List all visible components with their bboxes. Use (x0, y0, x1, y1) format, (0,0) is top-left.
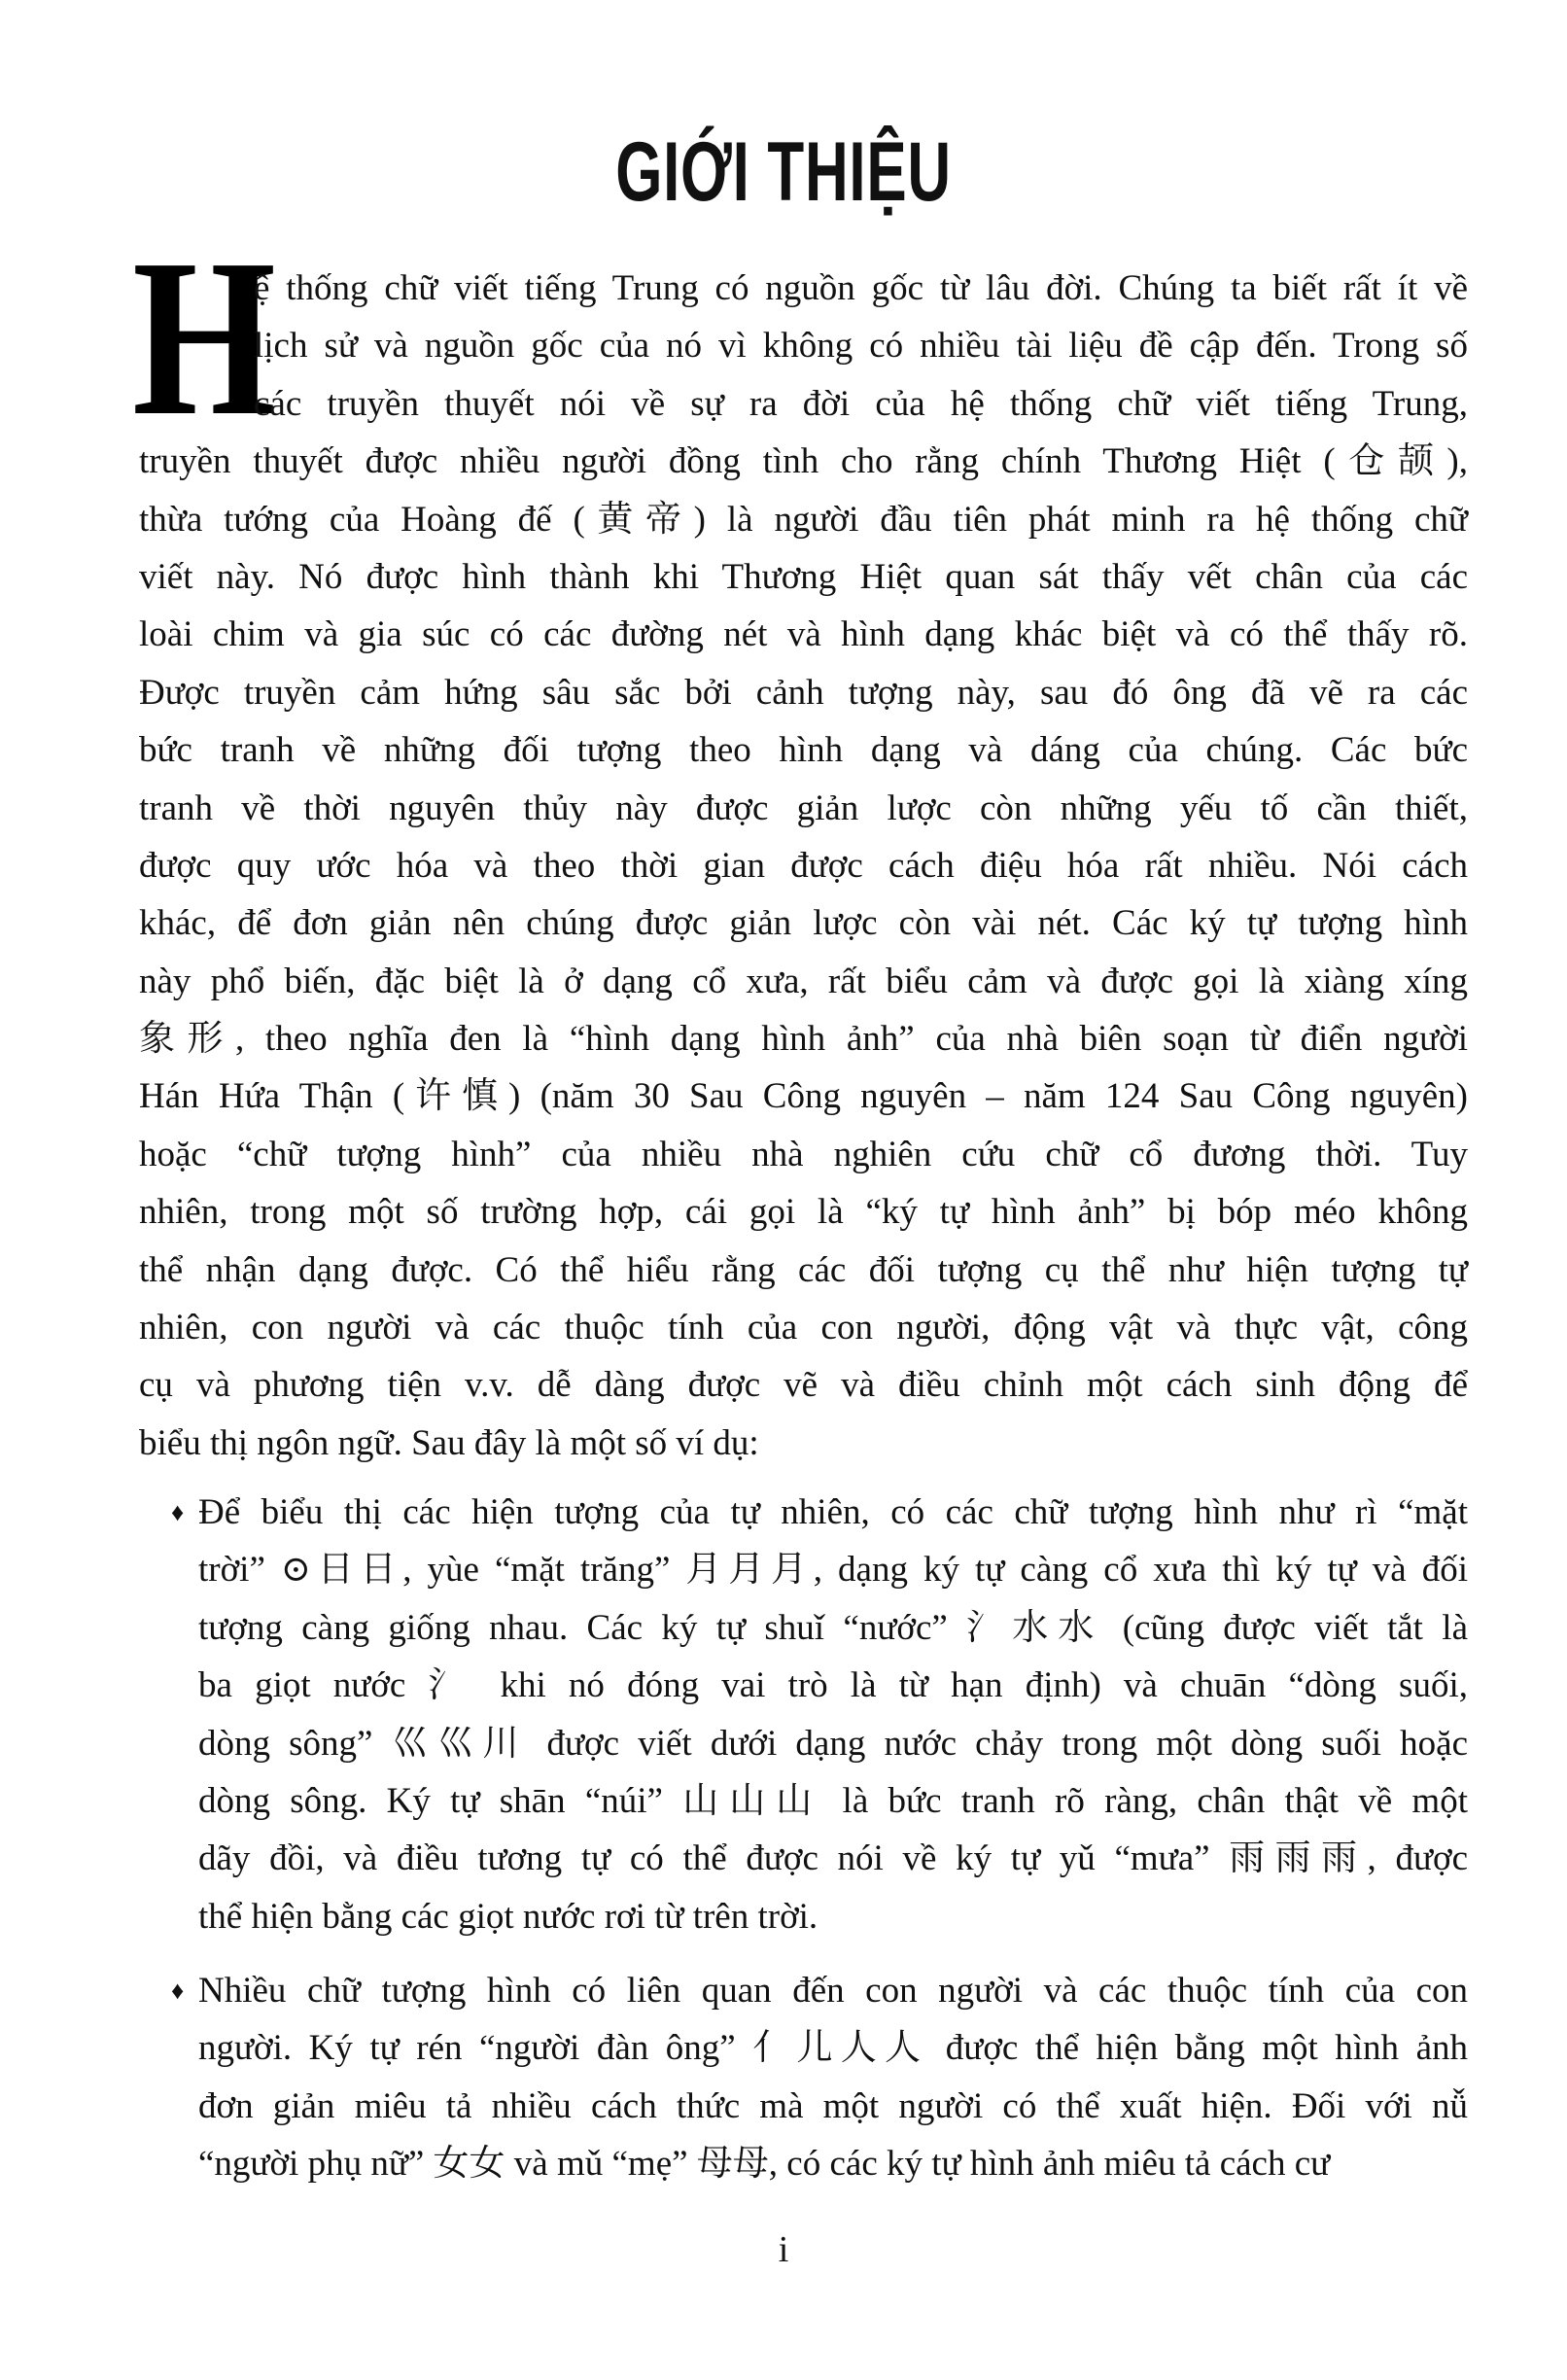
text-line: thể nhận dạng được. Có thể hiểu rằng các đối tượng cụ thể như hiện tượng tự (139, 1249, 1468, 1290)
page-number: i (778, 2229, 789, 2270)
text-line: ba giọt nước 氵 khi nó đóng vai trò là từ hạn định) và chuān “dòng suối, (198, 1665, 1468, 1706)
text-line: thể hiện bằng các giọt nước rơi từ trên trời. (198, 1896, 818, 1937)
text-line: Nhiều chữ tượng hình có liên quan đến con người và các thuộc tính của con (198, 1971, 1468, 2011)
text-line: này phổ biến, đặc biệt là ở dạng cổ xưa, rất biểu cảm và được gọi là xiàng xíng (139, 961, 1468, 1001)
text-line: hoặc “chữ tượng hình” của nhiều nhà nghiên cứu chữ cổ đương thời. Tuy (139, 1134, 1468, 1174)
diamond-bullet-icon: ♦ (171, 1977, 185, 2005)
text-line: ệ thống chữ viết tiếng Trung có nguồn gốc từ lâu đời. Chúng ta biết rất ít về (254, 268, 1468, 308)
text-line: biểu thị ngôn ngữ. Sau đây là một số ví dụ: (139, 1422, 759, 1463)
text-line: “người phụ nữ” 女女 và mǔ “mẹ” 母母, có các ký tự hình ảnh miêu tả cách cư (198, 2144, 1331, 2185)
text-line: loài chim và gia súc có các đường nét và hình dạng khác biệt và có thể thấy rõ. (139, 614, 1468, 655)
text-line: nhiên, con người và các thuộc tính của con người, động vật và thực vật, công (139, 1308, 1468, 1348)
bullet-item-nature (171, 1484, 1468, 1945)
text-line: trời” ⊙日日, yùe “mặt trăng” 月月月, dạng ký tự càng cổ xưa thì ký tự và đối (198, 1550, 1468, 1591)
text-line: viết này. Nó được hình thành khi Thương Hiệt quan sát thấy vết chân của các (139, 556, 1468, 597)
bullet-text (198, 1962, 1468, 2193)
intro-paragraph (139, 260, 1468, 1472)
bullet-item-people (171, 1962, 1468, 2193)
text-line: bức tranh về những đối tượng theo hình dạng và dáng của chúng. Các bức (139, 730, 1468, 771)
text-line: đơn giản miêu tả nhiều cách thức mà một người có thể xuất hiện. Đối với nǚ (198, 2085, 1468, 2126)
text-line: nhiên, trong một số trường hợp, cái gọi là “ký tự hình ảnh” bị bóp méo không (139, 1192, 1468, 1233)
text-line: Hán Hứa Thận (许慎) (năm 30 Sau Công nguyên – năm 124 Sau Công nguyên) (139, 1076, 1468, 1117)
drop-cap: H (132, 213, 276, 463)
text-line: người. Ký tự rén “người đàn ông” 亻儿人人 được thể hiện bằng một hình ảnh (198, 2028, 1468, 2069)
text-line: tượng càng giống nhau. Các ký tự shuǐ “nước” 氵水水 (cũng được viết tắt là (198, 1607, 1468, 1648)
diamond-bullet-icon: ♦ (171, 1498, 185, 1526)
text-line: được quy ước hóa và theo thời gian được cách điệu hóa rất nhiều. Nói cách (139, 845, 1468, 886)
text-line: các truyền thuyết nói về sự ra đời của hệ thống chữ viết tiếng Trung, (254, 383, 1468, 424)
text-line: dòng sông” 巛巛川 được viết dưới dạng nước chảy trong một dòng suối hoặc (198, 1723, 1468, 1764)
text-line: Được truyền cảm hứng sâu sắc bởi cảnh tượng này, sau đó ông đã vẽ ra các (139, 672, 1468, 713)
text-line: thừa tướng của Hoàng đế (黄帝) là người đầu tiên phát minh ra hệ thống chữ (139, 499, 1468, 540)
text-line: dãy đồi, và điều tương tự có thể được nói về ký tự yǔ “mưa” 雨雨雨, được (198, 1838, 1468, 1879)
bullet-text (198, 1484, 1468, 1945)
text-line: truyền thuyết được nhiều người đồng tình cho rằng chính Thương Hiệt (仓颉), (139, 441, 1468, 482)
text-line: tranh về thời nguyên thủy này được giản lược còn những yếu tố cần thiết, (139, 788, 1468, 828)
text-line: Để biểu thị các hiện tượng của tự nhiên, có các chữ tượng hình như rì “mặt (198, 1492, 1468, 1532)
text-line: dòng sông. Ký tự shān “núi” 山山山 là bức tranh rõ ràng, chân thật về một (198, 1780, 1468, 1821)
text-line: khác, để đơn giản nên chúng được giản lược còn vài nét. Các ký tự tượng hình (139, 903, 1468, 944)
text-line: 象形, theo nghĩa đen là “hình dạng hình ảnh” của nhà biên soạn từ điển người (139, 1019, 1468, 1060)
text-line: lịch sử và nguồn gốc của nó vì không có nhiều tài liệu đề cập đến. Trong số (254, 326, 1468, 367)
page-title: GIỚI THIỆU (615, 125, 952, 219)
text-line: cụ và phương tiện v.v. dễ dàng được vẽ và điều chỉnh một cách sinh động để (139, 1365, 1468, 1406)
